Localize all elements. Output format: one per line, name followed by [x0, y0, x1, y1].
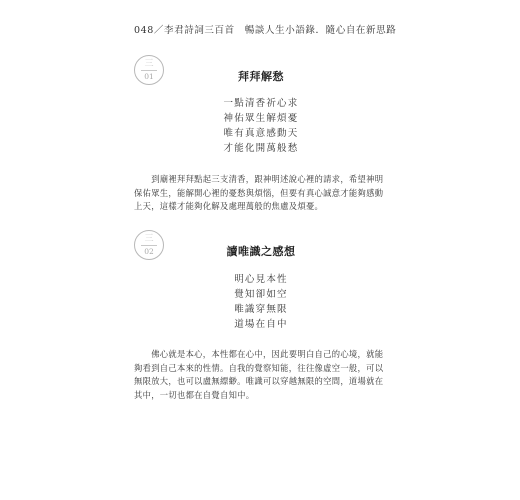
- section-2: [134, 230, 388, 410]
- badge-character: 三: [144, 234, 154, 244]
- prose-line: 上天，這樣才能夠化解及處理萬般的焦慮及煩憂。: [134, 201, 324, 211]
- prose-line: 無限放大，也可以盧無縹緲。唯識可以穿越無限的空間，道場就在: [134, 376, 384, 386]
- poem-line: 才能化開萬般愁: [223, 143, 299, 154]
- prose-line: 到廟裡拜拜點起三支清香，跟神明述說心裡的請求，希望神明: [134, 174, 384, 184]
- badge-number: 01: [144, 72, 154, 81]
- page-header: 048／李君詩詞三百首 暢談人生小語錄．隨心自在新思路: [134, 25, 397, 36]
- section-title: 讀唯識之感想: [226, 245, 296, 258]
- poem-line: 道場在自中: [234, 319, 288, 330]
- poem-line: 明心見本性: [234, 274, 288, 285]
- poem: [134, 96, 388, 156]
- prose-line: 佛心就是本心，本性都在心中，因此要明白自己的心境，就能: [134, 349, 384, 359]
- badge-number: 02: [144, 247, 154, 256]
- prose-line: 夠看到自己本來的性情。自我的覺察知能，往往像虛空一般，可以: [134, 362, 384, 373]
- poem-line: 唯有真意感動天: [223, 128, 299, 139]
- prose-paragraph: [134, 348, 388, 402]
- section-1: [134, 55, 388, 215]
- poem-line: 神佑眾生解煩憂: [223, 113, 299, 124]
- poem-line: 覺知卻如空: [234, 289, 288, 300]
- prose-paragraph: [134, 173, 388, 214]
- badge-character: 三: [144, 59, 154, 69]
- section-title: 拜拜解愁: [238, 70, 284, 83]
- prose-line: 保佑眾生，能解開心裡的憂愁與煩惱，但要有真心誠意才能夠感動: [134, 187, 384, 198]
- poem: [134, 272, 388, 332]
- poem-line: 唯識穿無限: [234, 304, 288, 315]
- prose-line: 其中，一切也都在自覺自知中。: [134, 389, 255, 400]
- poem-line: 一點清香祈心求: [223, 98, 299, 109]
